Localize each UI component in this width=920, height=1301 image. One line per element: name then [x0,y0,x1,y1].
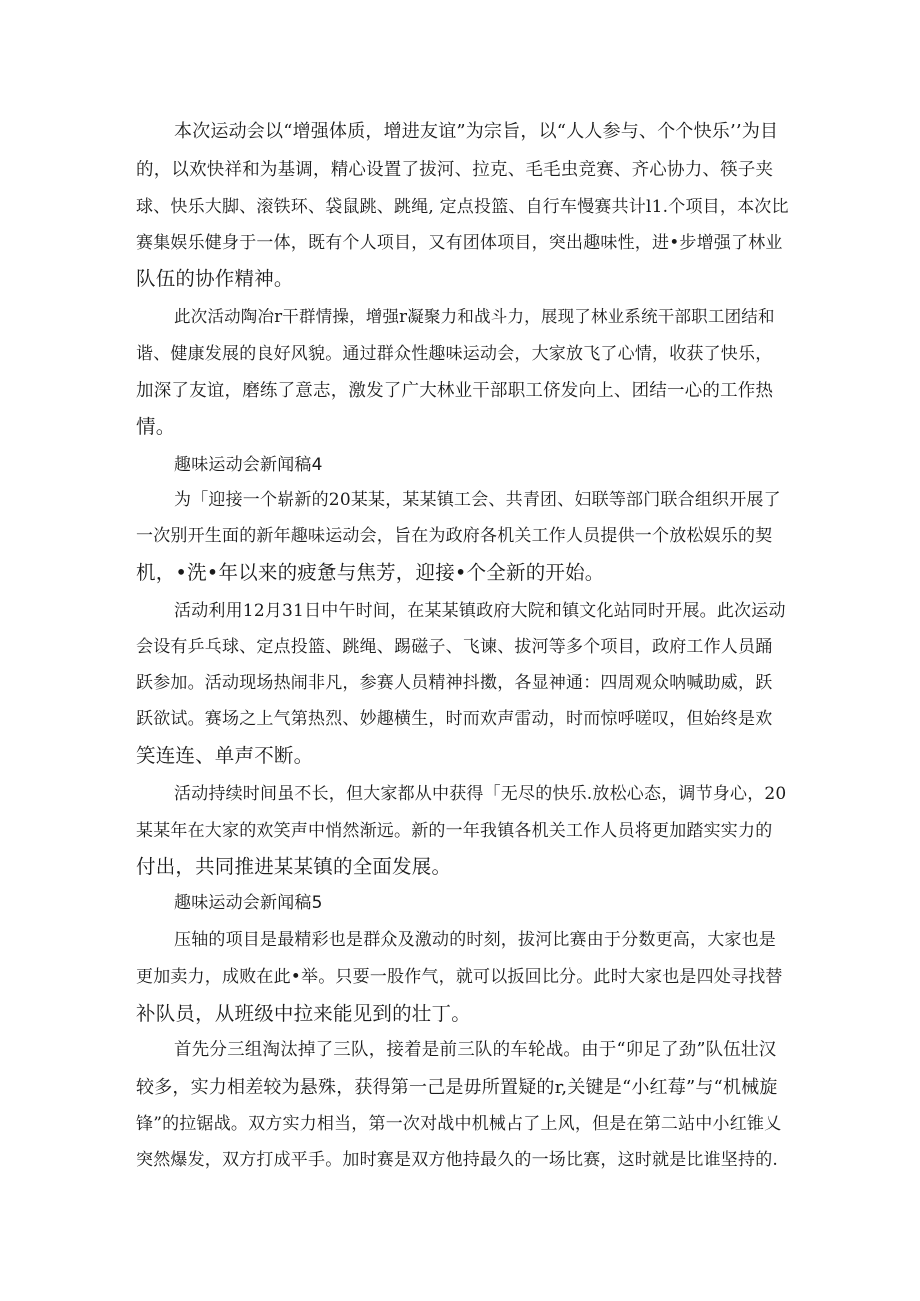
paragraph-1-line-5: 队伍的协作精神。 [136,267,294,290]
paragraph-4-line-3: 跃参加。活动现场热闹非凡，参赛人员精神抖擞，各显神通：四周观众呐喊助威，跃 [136,673,773,693]
paragraph-4-line-2: 会设有乒乓球、定点投篮、跳绳、踢磁子、飞谏、拔河等多个项目，政府工作人员踊 [136,637,773,657]
paragraph-5-line-1: 活动持续时间虽不长，但大家都从中获得「无尽的快乐.放松心态，调节身心，20 [174,784,787,804]
paragraph-5-line-3: 付出，共同推进某某镇的全面发展。 [136,855,452,878]
paragraph-2-line-3: 加深了友谊，磨练了意志，激发了广大林业干部职工侪发向上、团结一心的工作热 [136,381,774,401]
section-heading-5: 趣味运动会新闻稿5 [174,893,323,913]
paragraph-2-line-4: 情。 [136,415,176,438]
paragraph-7-line-2: 较多，实力相差较为悬殊，获得第一己是毋所置疑的r,关键是“小红莓”与“机械旋 [136,1077,778,1098]
paragraph-6-line-1: 压轴的项目是最精彩也是群众及激动的时刻，拔河比赛由于分数更高，大家也是 [174,930,776,950]
paragraph-4-line-4: 跃欲试。赛场之上气第热烈、妙趣横生，时而欢声雷动，时而惊呼嗟叹，但始终是欢 [136,709,773,729]
paragraph-7-line-3: 锋”的拉锯战。双方实力相当，第一次对战中机械占了上风，但是在第二站中小红锥乂 [136,1114,782,1134]
paragraph-2-line-2: 谐、健康发展的良好风貌。通过群众性趣味运动会，大家放飞了心情，收获了快乐， [136,344,773,364]
paragraph-3-line-3: 机，•洗•年以来的疲惫与焦芳，迎接•个全新的开始。 [136,561,605,584]
paragraph-4-line-1: 活动利用12月31日中午时间，在某某镇政府大院和镇文化站同时开展。此次运动 [174,601,786,621]
paragraph-3-line-1: 为「迎接一个崭新的20某某，某某镇工会、共青团、妇联等部门联合组织开展了 [174,490,781,510]
section-heading-4: 趣味运动会新闻稿4 [174,455,323,475]
paragraph-6-line-2: 更加卖力，成败在此•举。只要一股作气，就可以扳回比分。此时大家也是四处寻找替 [136,967,783,987]
paragraph-1-line-4: 赛集娱乐健身于一体，既有个人项目，又有团体项目，突出趣味性，进•步增强了林业 [136,233,783,253]
paragraph-5-line-2: 某某年在大家的欢笑声中悄然渐远。新的一年我镇各机关工作人员将更加踏实实力的 [136,821,773,841]
paragraph-7-line-1: 首先分三组淘汰掉了三队，接着是前三队的车轮战。由于“卯足了劲”队伍壮汉 [174,1040,777,1060]
paragraph-1-line-1: 本次运动会以“增强体质，增进友谊”为宗旨，以“人人参与、个个快乐’’为目 [174,121,779,142]
paragraph-4-line-5: 笑连连、单声不断。 [136,744,314,767]
paragraph-7-line-4: 突然爆发，双方打成平手。加时赛是双方他持最久的一场比赛，这时就是比谁坚持的. [136,1150,779,1170]
paragraph-2-line-1: 此次活动陶冶r干群情操，增强r凝聚力和战斗力，展现了林业系统干部职工团结和 [174,307,775,326]
paragraph-1-line-2: 的，以欢快祥和为基调，精心设置了拔河、拉克、毛毛虫竞赛、齐心协力、筷子夹 [136,160,774,180]
paragraph-6-line-3: 补队员，从班级中拉来能见到的壮丁。 [136,1002,471,1025]
paragraph-3-line-2: 一次别开生面的新年趣味运动会，旨在为政府各机关工作人员提供一个放松娱乐的契 [136,526,773,546]
paragraph-1-line-3: 球、快乐大脚、滚铁环、袋鼠跳、跳绳, 定点投篮、自行车慢赛共计l1.个项目，本次比 [136,197,789,217]
